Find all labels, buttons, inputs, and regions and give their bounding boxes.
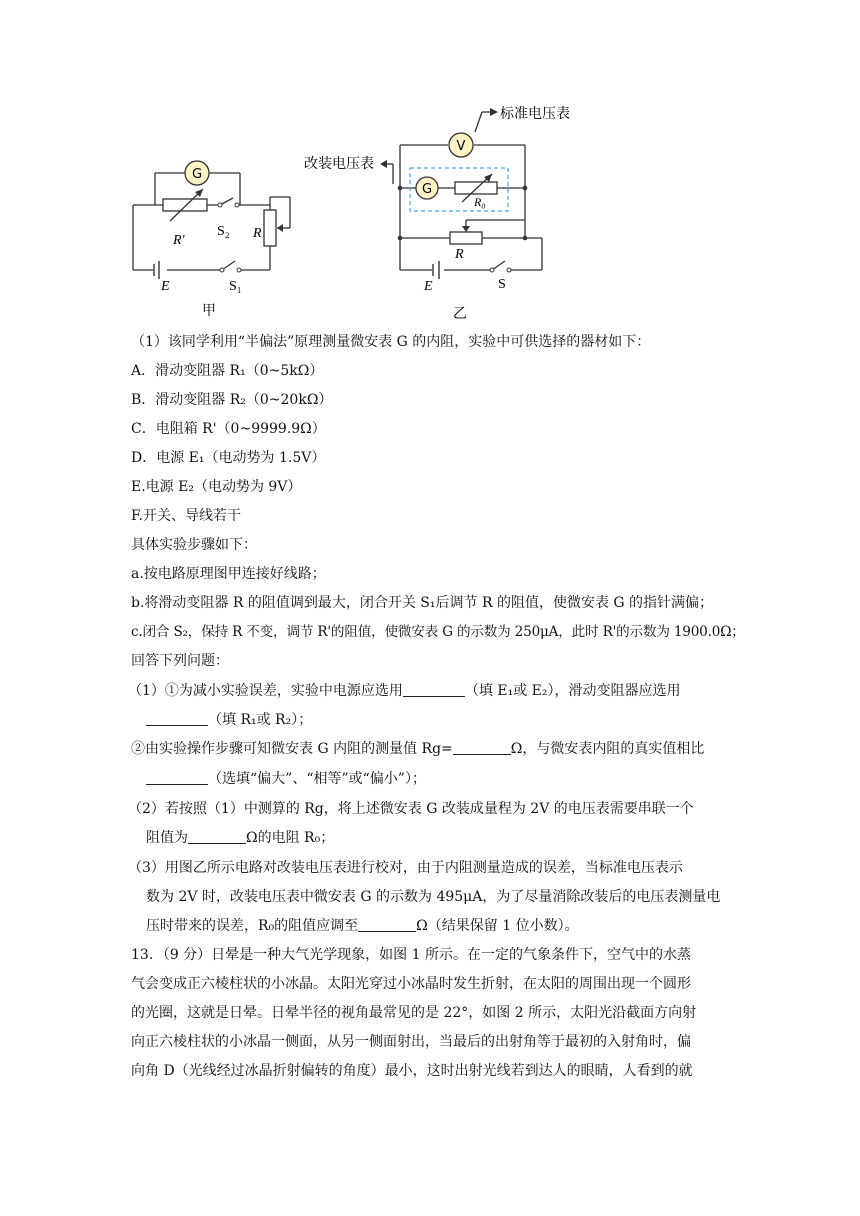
problem-13-line4: 向正六棱柱状的小冰晶一侧面，从另一侧面射出，当最后的出射角等于最初的入射角时，偏 [131,1034,691,1050]
jia-s1-label: S₁ [229,279,242,294]
yi-caption: 乙 [453,307,467,322]
problem-13-line3: 的光圈，这就是日晕。日晕半径的视角最常见的是 22°，如图 2 所示，太阳光沿截面方向射 [131,1005,697,1021]
option-a: A．滑动变阻器 R₁（0~5kΩ） [131,363,324,379]
jia-rprime-label: R' [173,233,185,248]
problem-13-line1: 13．（9 分）日晕是一种大气光学现象，如图 1 所示。在一定的气象条件下，空气中的水蒸 [131,947,691,963]
option-f: F.开关、导线若干 [131,508,241,524]
step-b: b.将滑动变阻器 R 的阻值调到最大，闭合开关 S₁后调节 R 的阻值，使微安表 G 的指针满偏； [131,595,714,611]
option-b: B．滑动变阻器 R₂（0~20kΩ） [131,392,333,408]
answer-heading: 回答下列问题： [131,653,229,669]
jia-e-label: E [161,279,170,294]
answer-blank[interactable] [453,740,511,755]
step-c: c.闭合 S₂，保持 R 不变，调节 R'的阻值，使微安表 G 的示数为 250μA，此时 R'的示数为 1900.0Ω； [131,624,745,640]
option-e: E.电源 E₂（电动势为 9V） [131,479,302,495]
step-a: a.按电路原理图甲连接好线路； [131,566,326,582]
answer-blank[interactable] [358,917,416,932]
question-1d: （选填“偏大”、“相等”或“偏小”）； [146,770,426,788]
jia-s2-label: S₂ [217,224,230,239]
jia-g-label: G [191,167,203,182]
question-3c: 压时带来的误差，R₀的阻值应调至 Ω（结果保留 1 位小数）。 [146,918,579,934]
question-3b: 数为 2V 时，改装电压表中微安表 G 的示数为 495μA，为了尽量消除改装后的电压表测量电 [146,889,721,905]
modified-voltmeter-label: 改装电压表 [304,156,374,172]
circuit-diagram-jia [125,155,310,320]
yi-s-label: S [498,277,506,292]
question-2a: （2）若按照（1）中测算的 Rg，将上述微安表 G 改装成量程为 2V 的电压表需要串联一个 [128,801,694,817]
problem-13-line5: 向角 D（光线经过冰晶折射偏转的角度）最小，这时出射光线若到达人的眼睛，人看到的就 [131,1063,693,1079]
question-3a: （3）用图乙所示电路对改装电压表进行校对，由于内阻测量造成的误差，当标准电压表示 [128,860,683,876]
answer-blank[interactable] [146,770,208,785]
question-1c: ②由实验操作步骤可知微安表 G 内阻的测量值 Rg= Ω，与微安表内阻的真实值相比 [131,741,705,757]
answer-blank[interactable] [403,682,465,697]
question-2b: 阻值为 Ω的电阻 R₀； [146,830,335,846]
answer-blank[interactable] [188,829,246,844]
jia-r-label: R [253,226,262,241]
std-voltmeter-label: 标准电压表 [500,106,570,122]
yi-r0-label: R₀ [474,195,486,209]
jia-caption: 甲 [202,304,216,319]
yi-e-label: E [424,279,433,294]
steps-heading: 具体实验步骤如下： [131,537,257,553]
circuit-diagram-yi [300,100,600,325]
answer-blank[interactable] [146,711,208,726]
yi-g-label: G [421,182,433,197]
text-line: （1）该同学利用“半偏法”原理测量微安表 G 的内阻，实验中可供选择的器材如下： [131,334,651,350]
yi-r-label: R [455,247,464,262]
option-c: C．电阻箱 R'（0~9999.9Ω） [131,421,326,437]
problem-13-line2: 气会变成正六棱柱状的小冰晶。太阳光穿过小冰晶时发生折射，在太阳的周围出现一个圆形 [131,976,691,992]
question-1b: （填 R₁或 R₂）； [146,711,312,729]
option-d: D．电源 E₁（电动势为 1.5V） [131,450,326,466]
question-1a: （1）①为减小实验误差，实验中电源应选用 （填 E₁或 E₂），滑动变阻器应选用 [128,683,681,699]
yi-v-label: V [456,139,466,154]
